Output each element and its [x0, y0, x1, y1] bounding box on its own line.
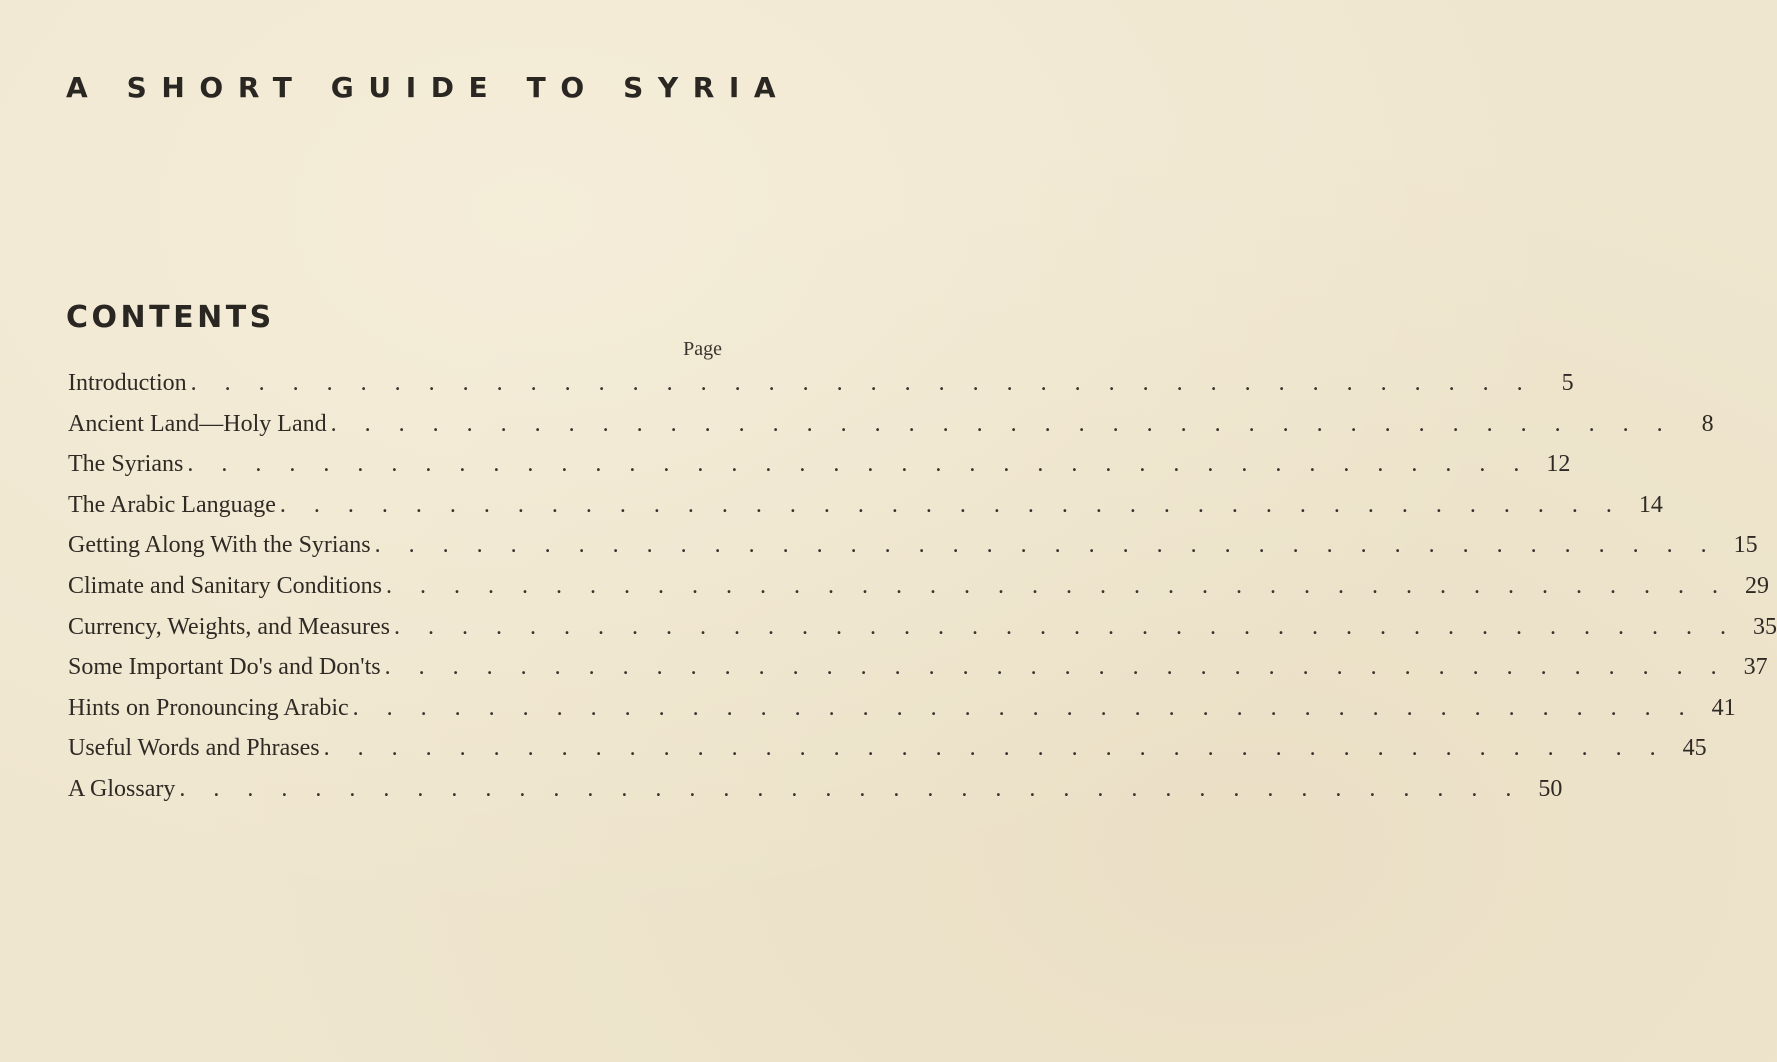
toc-entry-page: 14: [1638, 491, 1663, 518]
toc-entry-page: 50: [1538, 775, 1563, 802]
toc-entry-page: 5: [1561, 370, 1574, 396]
contents-heading: CONTENTS: [66, 300, 275, 335]
toc-entry-title: Currency, Weights, and Measures: [68, 613, 390, 640]
dot-leader: . . . . . . . . . . . . . . . . . . . . . . . . . . . . . . . . . . . . . . . .: [330, 410, 1674, 437]
toc-entry-page: 41: [1711, 694, 1736, 721]
toc-entry-title: Ancient Land—Holy Land: [68, 410, 327, 437]
toc-entry: [68, 728, 1707, 769]
toc-entry: [68, 647, 1768, 688]
toc-entry-title: Some Important Do's and Don'ts: [68, 654, 381, 681]
toc-entry: [68, 404, 1714, 445]
toc-entry-page: 29: [1744, 572, 1769, 599]
toc-entry: [68, 566, 1769, 607]
dot-leader: . . . . . . . . . . . . . . . . . . . . . . . . . . . . . . . . . . . . . . . .: [279, 491, 1623, 518]
dot-leader: . . . . . . . . . . . . . . . . . . . . . . . . . . . . . . . . . . . . . . . .: [385, 572, 1729, 599]
dot-leader: . . . . . . . . . . . . . . . . . . . . . . . . . . . . . . . . . . . . . . . .: [384, 654, 1728, 681]
dot-leader: . . . . . . . . . . . . . . . . . . . . . . . . . . . . . . . . . . . . . . . .: [374, 532, 1718, 559]
toc-entry-page: 12: [1546, 451, 1571, 478]
toc-entry-page: 45: [1682, 735, 1707, 762]
dot-leader: . . . . . . . . . . . . . . . . . . . . . . . . . . . . . . . . . . . . . . . .: [352, 694, 1696, 721]
toc-entry: [68, 769, 1563, 810]
dot-leader: . . . . . . . . . . . . . . . . . . . . . . . . . . . . . . . . . . . . . . . .: [393, 613, 1737, 640]
toc-entry-page: 35: [1752, 613, 1777, 640]
toc-entry-page: 37: [1743, 654, 1768, 681]
toc-entry: [68, 525, 1758, 566]
toc-entry-page: 8: [1701, 410, 1714, 437]
toc-entry-title: Getting Along With the Syrians: [68, 532, 371, 559]
toc-entry-title: Climate and Sanitary Conditions: [68, 572, 382, 599]
page-column-label: Page: [683, 338, 722, 360]
toc-entry-title: Introduction: [68, 370, 187, 396]
toc-entry-title: The Arabic Language: [68, 491, 276, 518]
toc-entry-title: A Glossary: [68, 775, 176, 802]
toc-entry: [68, 688, 1736, 729]
dot-leader: . . . . . . . . . . . . . . . . . . . . . . . . . . . . . . . . . . . . . . . .: [190, 370, 1534, 396]
dot-leader: . . . . . . . . . . . . . . . . . . . . . . . . . . . . . . . . . . . . . . . .: [179, 775, 1523, 802]
toc-entry: [68, 485, 1663, 526]
dot-leader: . . . . . . . . . . . . . . . . . . . . . . . . . . . . . . . . . . . . . . . .: [187, 451, 1531, 478]
toc-entry: [68, 607, 1777, 648]
toc-entry: [68, 444, 1571, 485]
book-title: A SHORT GUIDE TO SYRIA: [66, 71, 791, 104]
toc-entry-title: Useful Words and Phrases: [68, 735, 320, 762]
toc-entry-title: The Syrians: [68, 451, 184, 478]
toc-entry: [68, 363, 1574, 404]
toc-entry-title: Hints on Pronouncing Arabic: [68, 694, 349, 721]
toc-entry-page: 15: [1733, 532, 1758, 559]
dot-leader: . . . . . . . . . . . . . . . . . . . . . . . . . . . . . . . . . . . . . . . .: [323, 735, 1667, 762]
table-of-contents: [68, 363, 1777, 810]
